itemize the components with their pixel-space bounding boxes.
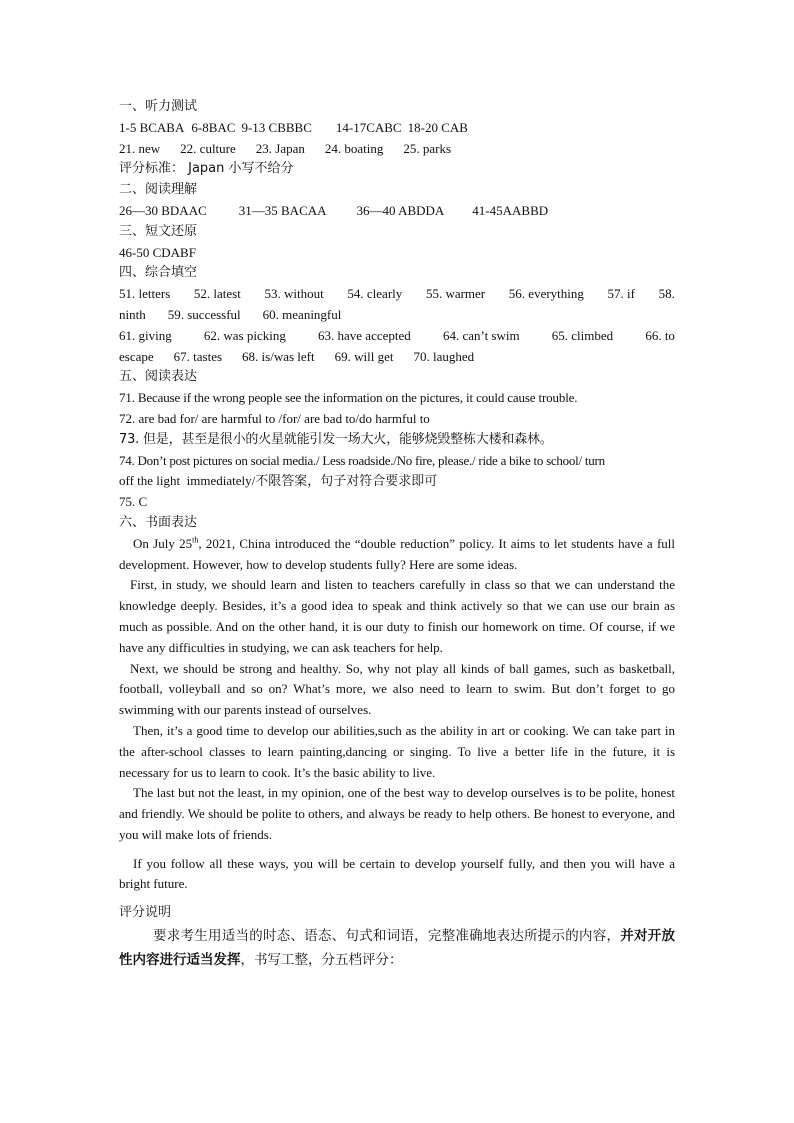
essay-paragraph-3: Next, we should be strong and healthy. So, why not play all kinds of ball games, such as basketball, football, volleyball and so on? What’s more, we also need to learn to swim. But don’t forget to go swimming with our parents instead of ourselves.: [119, 660, 675, 718]
answer-item: 69. will get: [334, 348, 394, 364]
answer-group: 41-45AABBD: [472, 202, 549, 218]
scoring-text: ，书写工整，分五档评分：: [240, 952, 403, 969]
answer-item: escape: [119, 348, 154, 364]
answer-group: 14-17CABC: [335, 119, 402, 135]
answer-item: 25. parks: [403, 140, 452, 156]
section-title-writing: 六、书面表达: [119, 514, 198, 530]
answer-74-line2: off the light immediately/不限答案，句子对符合要求即可: [119, 473, 438, 489]
answer-item: 70. laughed: [413, 348, 475, 364]
answer-item: 54. clearly: [347, 286, 403, 302]
answer-item: 63. have accepted: [318, 327, 411, 343]
answer-item: 55. warmer: [425, 286, 486, 302]
cloze-answers-row3: [119, 326, 675, 347]
answer-item: 53. without: [264, 286, 324, 302]
answer-group: 1-5 BCABA: [119, 119, 185, 135]
section-title-reading: 二、阅读理解: [119, 182, 198, 198]
cloze-answers-row2: [119, 305, 675, 326]
answer-75: 75. C: [119, 494, 148, 510]
answer-item: ninth: [119, 306, 146, 322]
answer-key-page: [119, 97, 675, 972]
answer-group: 6-8BAC: [191, 119, 236, 135]
answer-item: 21. new: [119, 140, 161, 156]
answer-group: 9-13 CBBBC: [241, 119, 312, 135]
answer-item: 65. climbed: [551, 327, 614, 343]
section-title-passage-restore: 三、短文还原: [119, 223, 198, 239]
answer-group: 18-20 CAB: [407, 119, 468, 135]
answer-item: 62. was picking: [203, 327, 286, 343]
scoring-bold-text: 并对开放性内容进行适当发挥: [119, 928, 676, 969]
answer-item: 52. latest: [193, 286, 241, 302]
essay-paragraph-2: First, in study, we should learn and listen to teachers carefully in class so that we can understand the knowledge deeply. Besides, it’s a good idea to speak and think actively so that we can use our brain as much as possible. And on the other hand, it is our duty to finish our homework on time. Of course, if we have any difficulties in studying, we can ask teachers for help.: [119, 577, 675, 655]
listening-scoring-note: 评分标准： Japan 小写不给分: [119, 161, 294, 177]
listening-answers-row1: [119, 118, 675, 139]
answer-item: 57. if: [607, 286, 635, 302]
answer-73: 73. 但是，甚至是很小的火星就能引发一场大火，能够烧毁整栋大楼和森林。: [119, 431, 553, 447]
passage-restore-answers: 46-50 CDABF: [119, 244, 196, 260]
essay-paragraph-6: If you follow all these ways, you will be certain to develop yourself fully, and then you will have a bright future.: [119, 855, 675, 892]
reading-answers-row: [119, 201, 675, 222]
cloze-answers-row1: [119, 284, 675, 305]
answer-72: 72. are bad for/ are harmful to /for/ are bad to/do harmful to: [119, 410, 430, 426]
answer-item: 67. tastes: [173, 348, 223, 364]
cloze-answers-row4: [119, 347, 675, 368]
answer-item: 61. giving: [119, 327, 172, 343]
section-title-cloze: 四、综合填空: [119, 265, 198, 281]
answer-group: 26—30 BDAAC: [119, 202, 207, 218]
answer-item: 59. successful: [167, 306, 241, 322]
section-title-reading-expression: 五、阅读表达: [119, 369, 198, 385]
scoring-description: [119, 924, 675, 972]
scoring-title: 评分说明: [119, 905, 172, 921]
scoring-text: 要求考生用适当的时态、语态、句式和词语，完整准确地表达所提示的内容，: [153, 928, 621, 945]
answer-group: 36—40 ABDDA: [356, 202, 445, 218]
answer-item: 24. boating: [324, 140, 384, 156]
answer-item: 22. culture: [180, 140, 236, 156]
listening-answers-row2: [119, 139, 675, 160]
essay-text: , 2021, China introduced the “double reduction” policy. It aims to let students have a full development. However, how to develop students fully? Here are some ideas.: [119, 535, 676, 572]
essay-paragraph-5: The last but not the least, in my opinion, one of the best way to develop ourselves is to be polite, honest and friendly. We should be polite to others, and always be ready to help others. Be honest to everyone, and you will make lots of friends.: [119, 785, 675, 842]
answer-item: 60. meaningful: [262, 306, 342, 322]
answer-item: 64. can’t swim: [442, 327, 520, 343]
essay-paragraph-4: Then, it’s a good time to develop our abilities,such as the ability in art or cooking. We can take part in the after-school classes to learn painting,dancing or singing. To live a better life in the future, it is necessary for us to learn to cook. It’s the basic ability to live.: [119, 722, 675, 780]
answer-item: 23. Japan: [255, 140, 305, 156]
answer-item: 56. everything: [508, 286, 584, 302]
section-title-listening: 一、听力测试: [119, 99, 198, 114]
answer-group: 31—35 BACAA: [238, 202, 327, 218]
answer-item: 66. to: [645, 327, 675, 343]
essay-text: On July 25: [133, 535, 193, 551]
answer-71: 71. Because if the wrong people see the information on the pictures, it could cause trouble.: [119, 390, 578, 406]
answer-74-line1: 74. Don’t post pictures on social media./ Less roadside./No fire, please./ ride a bike to school/ turn: [119, 452, 605, 468]
answer-item: 51. letters: [119, 286, 171, 302]
answer-item: 68. is/was left: [242, 348, 315, 364]
essay-paragraph-1: [119, 534, 675, 576]
answer-item: 58.: [658, 286, 675, 302]
ordinal-suffix: th: [192, 535, 199, 545]
